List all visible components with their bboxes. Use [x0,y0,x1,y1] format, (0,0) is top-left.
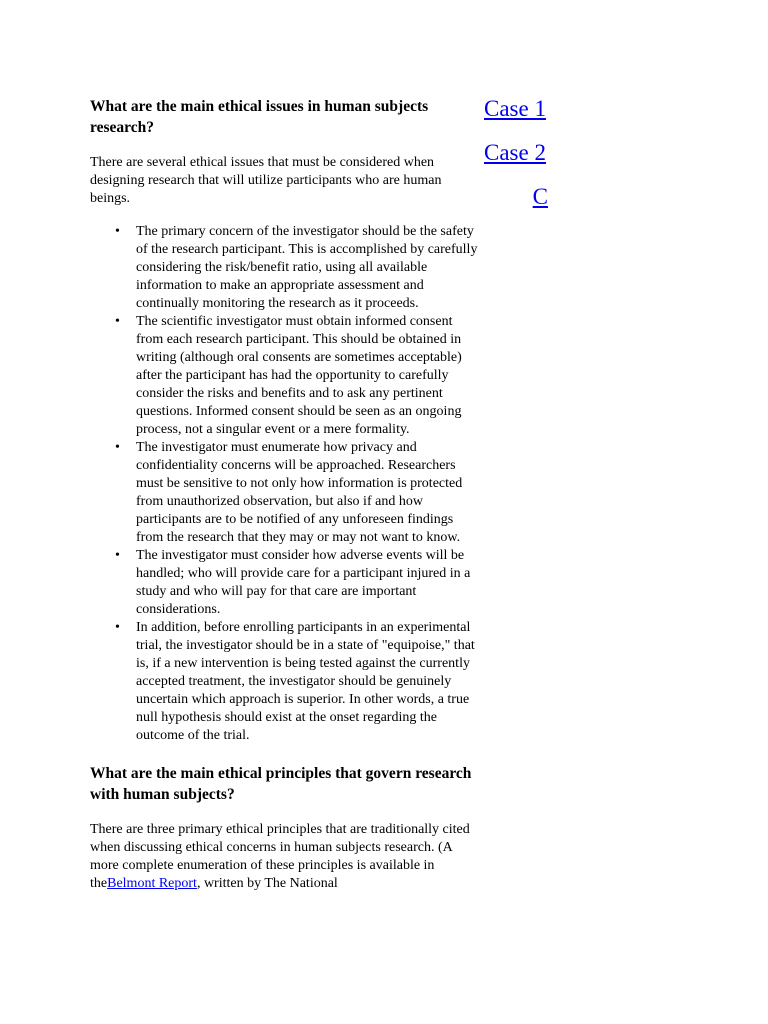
case-1-link[interactable]: Case 1 [484,96,546,121]
list-item: • The scientific investigator must obtain informed consent from each research participant. This should be obtained in writing (although oral consents are sometimes acceptable) after the participant has had the opportunity to carefully consider the risks and benefits and to ask any pertinent questions. Informed consent should be seen as an ongoing process, not a singular event or a mere formality. [136,313,482,439]
intro-paragraph: There are several ethical issues that must be considered when designing research that will utilize participants who are human beings. [90,155,442,206]
principles-text-continued: , written by The National [196,876,338,891]
principles-text: There are three primary ethical principles that are traditionally cited when discussing ethical concerns in human subjects research. (A more complete enumeration of these principles is available in the [90,822,470,891]
list-item: • The investigator must enumerate how privacy and confidentiality concerns will be approached. Researchers must be sensitive to not only how information is protected from unauthorized observation, but also if and how participants are to be notified of any unforeseen findings from the research that they may or may not want to know. [136,439,482,547]
principles-paragraph [90,821,482,893]
belmont-report-link[interactable]: Belmont Report [107,876,197,891]
case-3-link[interactable]: C [532,184,548,209]
case-links [484,94,548,226]
section-heading-ethical-principles: What are the main ethical principles that govern research with human subjects? [90,765,472,803]
article [90,96,482,908]
ethical-issues-list [90,223,482,745]
list-item: • The primary concern of the investigator should be the safety of the research participant. This is accomplished by carefully considering the risk/benefit ratio, using all available information to make an appropriate assessment and continually monitoring the research as it proceeds. [136,223,482,313]
list-item: • The investigator must consider how adverse events will be handled; who will provide care for a participant injured in a study and who will pay for that care are important considerations. [136,547,482,619]
section-heading-ethical-issues: What are the main ethical issues in human subjects research? [90,98,429,136]
case-2-link[interactable]: Case 2 [484,140,546,165]
list-item: • In addition, before enrolling participants in an experimental trial, the investigator should be in a state of "equipoise," that is, if a new intervention is being tested against the currently accepted treatment, the investigator should be genuinely uncertain which approach is superior. In other words, a true null hypothesis should exist at the onset regarding the outcome of the trial. [136,619,482,745]
